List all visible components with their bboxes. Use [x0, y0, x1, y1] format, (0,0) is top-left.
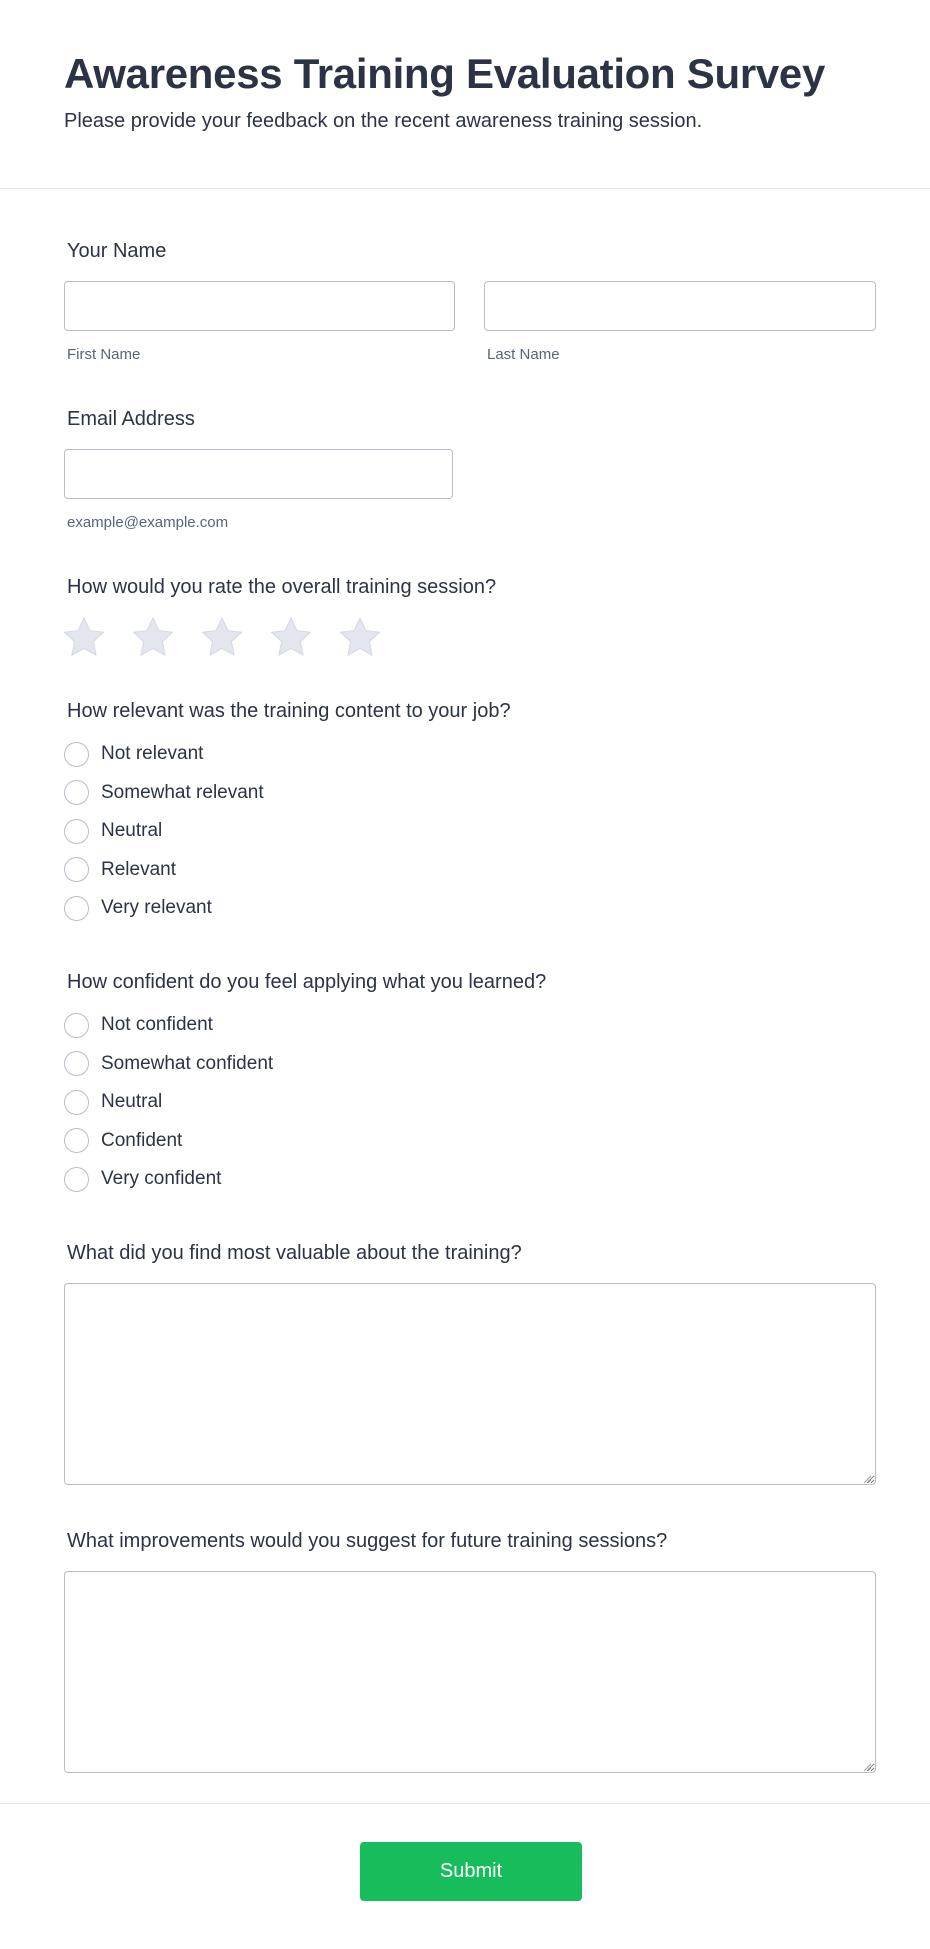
radio-option-label: Relevant [101, 858, 176, 880]
radio-button[interactable] [64, 1090, 89, 1115]
first-name-sublabel: First Name [67, 346, 141, 363]
confidence-option[interactable] [64, 1083, 273, 1122]
confidence-option[interactable] [64, 1045, 273, 1084]
submit-button[interactable]: Submit [360, 1842, 582, 1901]
star-icon[interactable] [200, 616, 244, 658]
rating-label: How would you rate the overall training session? [67, 576, 497, 598]
relevance-option[interactable] [64, 851, 264, 890]
radio-button[interactable] [64, 780, 89, 805]
footer-divider [0, 1803, 930, 1804]
radio-option-label: Very relevant [101, 897, 212, 919]
relevance-label: How relevant was the training content to your job? [67, 700, 511, 722]
valuable-textarea[interactable] [64, 1283, 876, 1485]
radio-button[interactable] [64, 857, 89, 882]
star-icon[interactable] [62, 616, 106, 658]
valuable-label: What did you find most valuable about the training? [67, 1242, 522, 1264]
radio-option-label: Not confident [101, 1014, 213, 1036]
confidence-label: How confident do you feel applying what you learned? [67, 971, 547, 993]
radio-option-label: Not relevant [101, 743, 204, 765]
radio-option-label: Very confident [101, 1168, 222, 1190]
email-sublabel: example@example.com [67, 514, 229, 531]
relevance-options [64, 735, 264, 928]
radio-button[interactable] [64, 1013, 89, 1038]
star-icon[interactable] [269, 616, 313, 658]
resize-grip-icon[interactable] [862, 1759, 872, 1769]
form-subtitle: Please provide your feedback on the recent awareness training session. [64, 110, 703, 132]
star-icon[interactable] [131, 616, 175, 658]
radio-option-label: Neutral [101, 1091, 163, 1113]
radio-option-label: Somewhat confident [101, 1052, 274, 1074]
email-input[interactable] [64, 449, 453, 499]
radio-button[interactable] [64, 742, 89, 767]
name-label: Your Name [67, 240, 167, 262]
improvements-textarea[interactable] [64, 1571, 876, 1773]
relevance-option[interactable] [64, 735, 264, 774]
last-name-sublabel: Last Name [487, 346, 560, 363]
radio-option-label: Neutral [101, 820, 163, 842]
radio-button[interactable] [64, 819, 89, 844]
relevance-option[interactable] [64, 774, 264, 813]
confidence-options [64, 1006, 273, 1199]
relevance-option[interactable] [64, 812, 264, 851]
radio-option-label: Confident [101, 1129, 183, 1151]
improvements-label: What improvements would you suggest for future training sessions? [67, 1530, 668, 1552]
star-icon[interactable] [338, 616, 382, 658]
radio-button[interactable] [64, 1167, 89, 1192]
radio-button[interactable] [64, 1051, 89, 1076]
radio-button[interactable] [64, 1128, 89, 1153]
relevance-option[interactable] [64, 889, 264, 928]
last-name-input[interactable] [484, 281, 876, 331]
radio-button[interactable] [64, 896, 89, 921]
radio-option-label: Somewhat relevant [101, 781, 264, 803]
confidence-option[interactable] [64, 1122, 273, 1161]
form-title: Awareness Training Evaluation Survey [64, 50, 826, 97]
star-rating [62, 616, 382, 658]
first-name-input[interactable] [64, 281, 455, 331]
confidence-option[interactable] [64, 1006, 273, 1045]
confidence-option[interactable] [64, 1160, 273, 1199]
form-header [0, 0, 930, 189]
email-label: Email Address [67, 408, 195, 430]
resize-grip-icon[interactable] [862, 1471, 872, 1481]
